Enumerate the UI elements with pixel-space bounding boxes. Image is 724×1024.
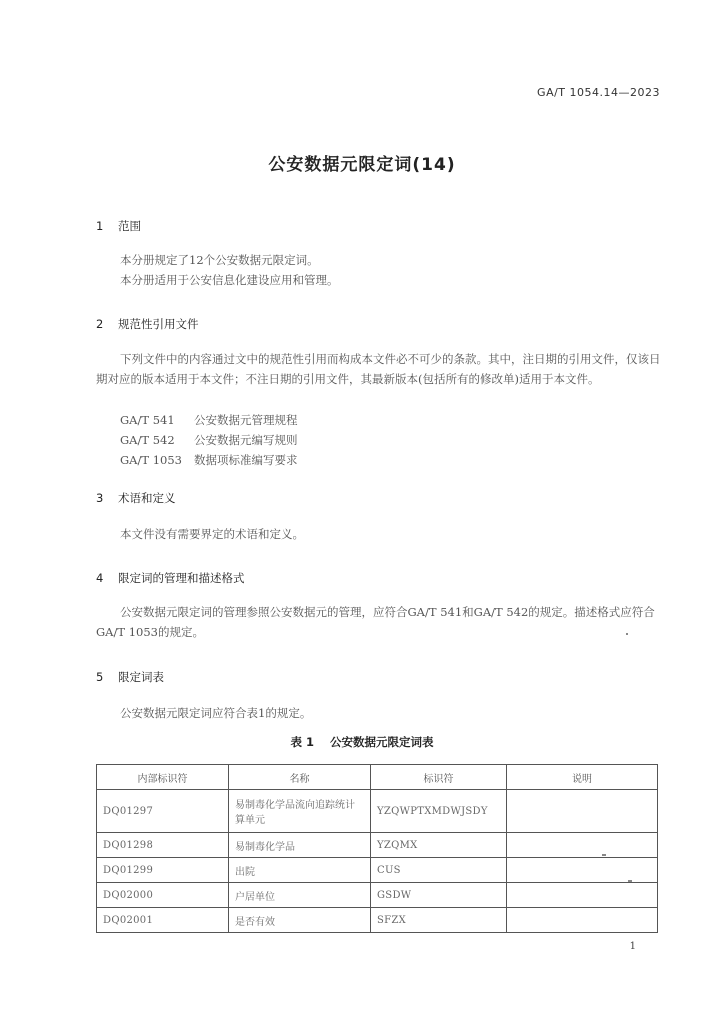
identifier-cell: SFZX bbox=[371, 908, 507, 933]
column-header: 标识符 bbox=[371, 765, 507, 790]
reference-title: 公安数据元编写规则 bbox=[194, 433, 298, 447]
name-cell: 户居单位 bbox=[229, 883, 371, 908]
table-row bbox=[97, 883, 658, 908]
reference-item bbox=[120, 412, 298, 428]
section-1-paragraph-1: 本分册规定了12个公安数据元限定词。 bbox=[120, 253, 319, 267]
table-header-row bbox=[97, 765, 658, 790]
table-caption bbox=[0, 734, 724, 750]
identifier-cell: CUS bbox=[371, 858, 507, 883]
table-row bbox=[97, 833, 658, 858]
scan-speck bbox=[628, 880, 632, 882]
note-cell bbox=[507, 833, 658, 858]
section-number: 3 bbox=[96, 491, 104, 505]
name-cell: 是否有效 bbox=[229, 908, 371, 933]
internal-id-cell: DQ01299 bbox=[97, 858, 229, 883]
section-number: 4 bbox=[96, 571, 104, 585]
section-number: 2 bbox=[96, 317, 104, 331]
qualifier-table bbox=[96, 764, 658, 933]
column-header: 说明 bbox=[507, 765, 658, 790]
identifier-cell: GSDW bbox=[371, 883, 507, 908]
name-cell: 出院 bbox=[229, 858, 371, 883]
note-cell bbox=[507, 858, 658, 883]
section-5-heading bbox=[96, 669, 164, 685]
name-cell: 易制毒化学品流向追踪统计算单元 bbox=[229, 790, 371, 833]
section-number: 1 bbox=[96, 219, 104, 233]
section-title: 限定词的管理和描述格式 bbox=[118, 571, 245, 585]
column-header: 内部标识符 bbox=[97, 765, 229, 790]
internal-id-cell: DQ01297 bbox=[97, 790, 229, 833]
section-2-heading bbox=[96, 316, 199, 332]
page-number: 1 bbox=[629, 941, 636, 952]
reference-item bbox=[120, 432, 298, 448]
internal-id-cell: DQ01298 bbox=[97, 833, 229, 858]
section-3-paragraph: 本文件没有需要界定的术语和定义。 bbox=[120, 527, 304, 541]
reference-code: GA/T 1053 bbox=[120, 453, 182, 467]
page-title: 公安数据元限定词(14) bbox=[268, 155, 456, 175]
table-caption-title: 公安数据元限定词表 bbox=[330, 735, 434, 749]
reference-item bbox=[120, 452, 298, 468]
section-4-heading bbox=[96, 570, 245, 586]
column-header: 名称 bbox=[229, 765, 371, 790]
identifier-cell: YZQWPTXMDWJSDY bbox=[371, 790, 507, 833]
identifier-cell: YZQMX bbox=[371, 833, 507, 858]
name-cell: 易制毒化学品 bbox=[229, 833, 371, 858]
scan-speck bbox=[626, 633, 628, 635]
internal-id-cell: DQ02000 bbox=[97, 883, 229, 908]
table-caption-label: 表 1 bbox=[290, 735, 314, 749]
section-1-paragraph-2: 本分册适用于公安信息化建设应用和管理。 bbox=[120, 273, 339, 287]
section-4-paragraph: 公安数据元限定词的管理参照公安数据元的管理，应符合GA/T 541和GA/T 542的规定。描述格式应符合GA/T 1053的规定。 bbox=[96, 605, 655, 639]
note-cell bbox=[507, 908, 658, 933]
section-title: 规范性引用文件 bbox=[118, 317, 199, 331]
section-title: 范围 bbox=[118, 219, 141, 233]
reference-title: 数据项标准编写要求 bbox=[194, 453, 298, 467]
section-3-heading bbox=[96, 490, 176, 506]
standard-number: GA/T 1054.14—2023 bbox=[537, 86, 660, 99]
table-row bbox=[97, 908, 658, 933]
table-row bbox=[97, 790, 658, 833]
section-title: 限定词表 bbox=[118, 670, 164, 684]
reference-code: GA/T 542 bbox=[120, 433, 175, 447]
note-cell bbox=[507, 883, 658, 908]
scan-speck bbox=[602, 854, 606, 856]
table-row bbox=[97, 858, 658, 883]
section-2-intro: 下列文件中的内容通过文中的规范性引用而构成本文件必不可少的条款。其中，注日期的引用文件，仅该日期对应的版本适用于本文件；不注日期的引用文件，其最新版本(包括所有的修改单)适用于本文件。 bbox=[96, 352, 661, 386]
section-number: 5 bbox=[96, 670, 104, 684]
reference-title: 公安数据元管理规程 bbox=[194, 413, 298, 427]
note-cell bbox=[507, 790, 658, 833]
section-1-heading bbox=[96, 218, 141, 234]
reference-code: GA/T 541 bbox=[120, 413, 175, 427]
section-title: 术语和定义 bbox=[118, 491, 176, 505]
internal-id-cell: DQ02001 bbox=[97, 908, 229, 933]
section-5-paragraph: 公安数据元限定词应符合表1的规定。 bbox=[120, 706, 312, 720]
